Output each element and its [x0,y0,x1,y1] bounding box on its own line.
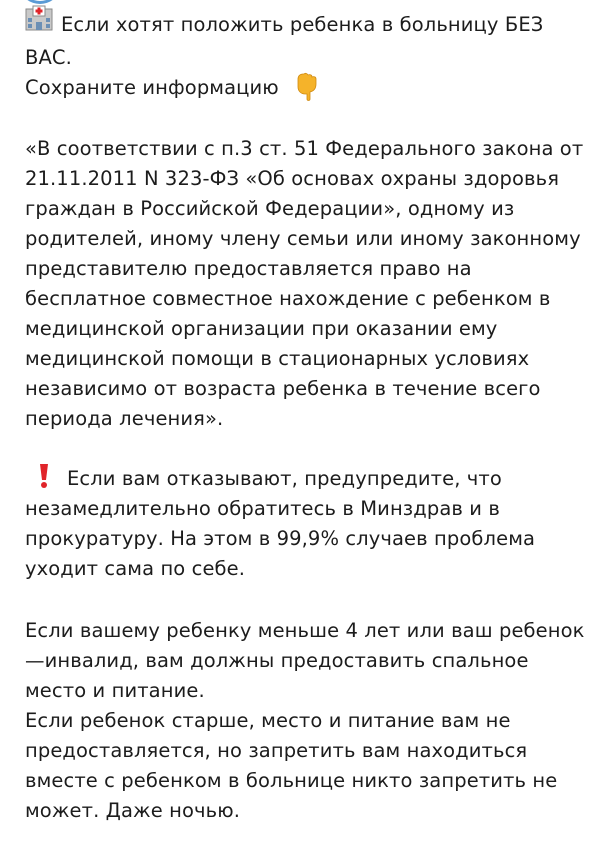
avatar[interactable] [22,0,58,4]
intro-paragraph [25,8,585,104]
intro-line-1: Если хотят положить ребенка в больницу БЕЗ ВАС. [25,13,544,69]
hospital-icon [25,5,53,40]
pointing-down-icon [287,72,313,102]
exclamation-icon [31,463,45,489]
intro-line-2: Сохраните информацию [25,76,279,99]
warning-paragraph [25,464,585,584]
under-4-paragraph: Если вашему ребенку меньше 4 лет или ваш ребенок —инвалид, вам должны предоставить спальное место и питание. [25,618,585,702]
message-text [25,8,585,826]
warning-text: Если вам отказывают, предупредите, что незамедлительно обратитесь в Минздрав и в прокуратуру. На этом в 99,9% случаев проблема уходит сама по себе. [25,466,536,580]
law-quote-paragraph: «В соответствии с п.3 ст. 51 Федерального закона от 21.11.2011 N 323-ФЗ «Об основах охраны здоровья граждан в Российской Федерации», одному из родителей, иному члену семьи или иному законному представителю предоставляется право на бесплатное совместное нахождение с ребенком в медицинской организации при оказании ему медицинской помощи в стационарных условиях независимо от возраста ребенка в течение всего периода лечения». [25,136,584,430]
older-child-paragraph: Если ребенок старше, место и питание вам не предоставляется, но запретить вам находиться вместе с ребенком в больнице никто запретить не может. Даже ночью. [25,708,558,822]
